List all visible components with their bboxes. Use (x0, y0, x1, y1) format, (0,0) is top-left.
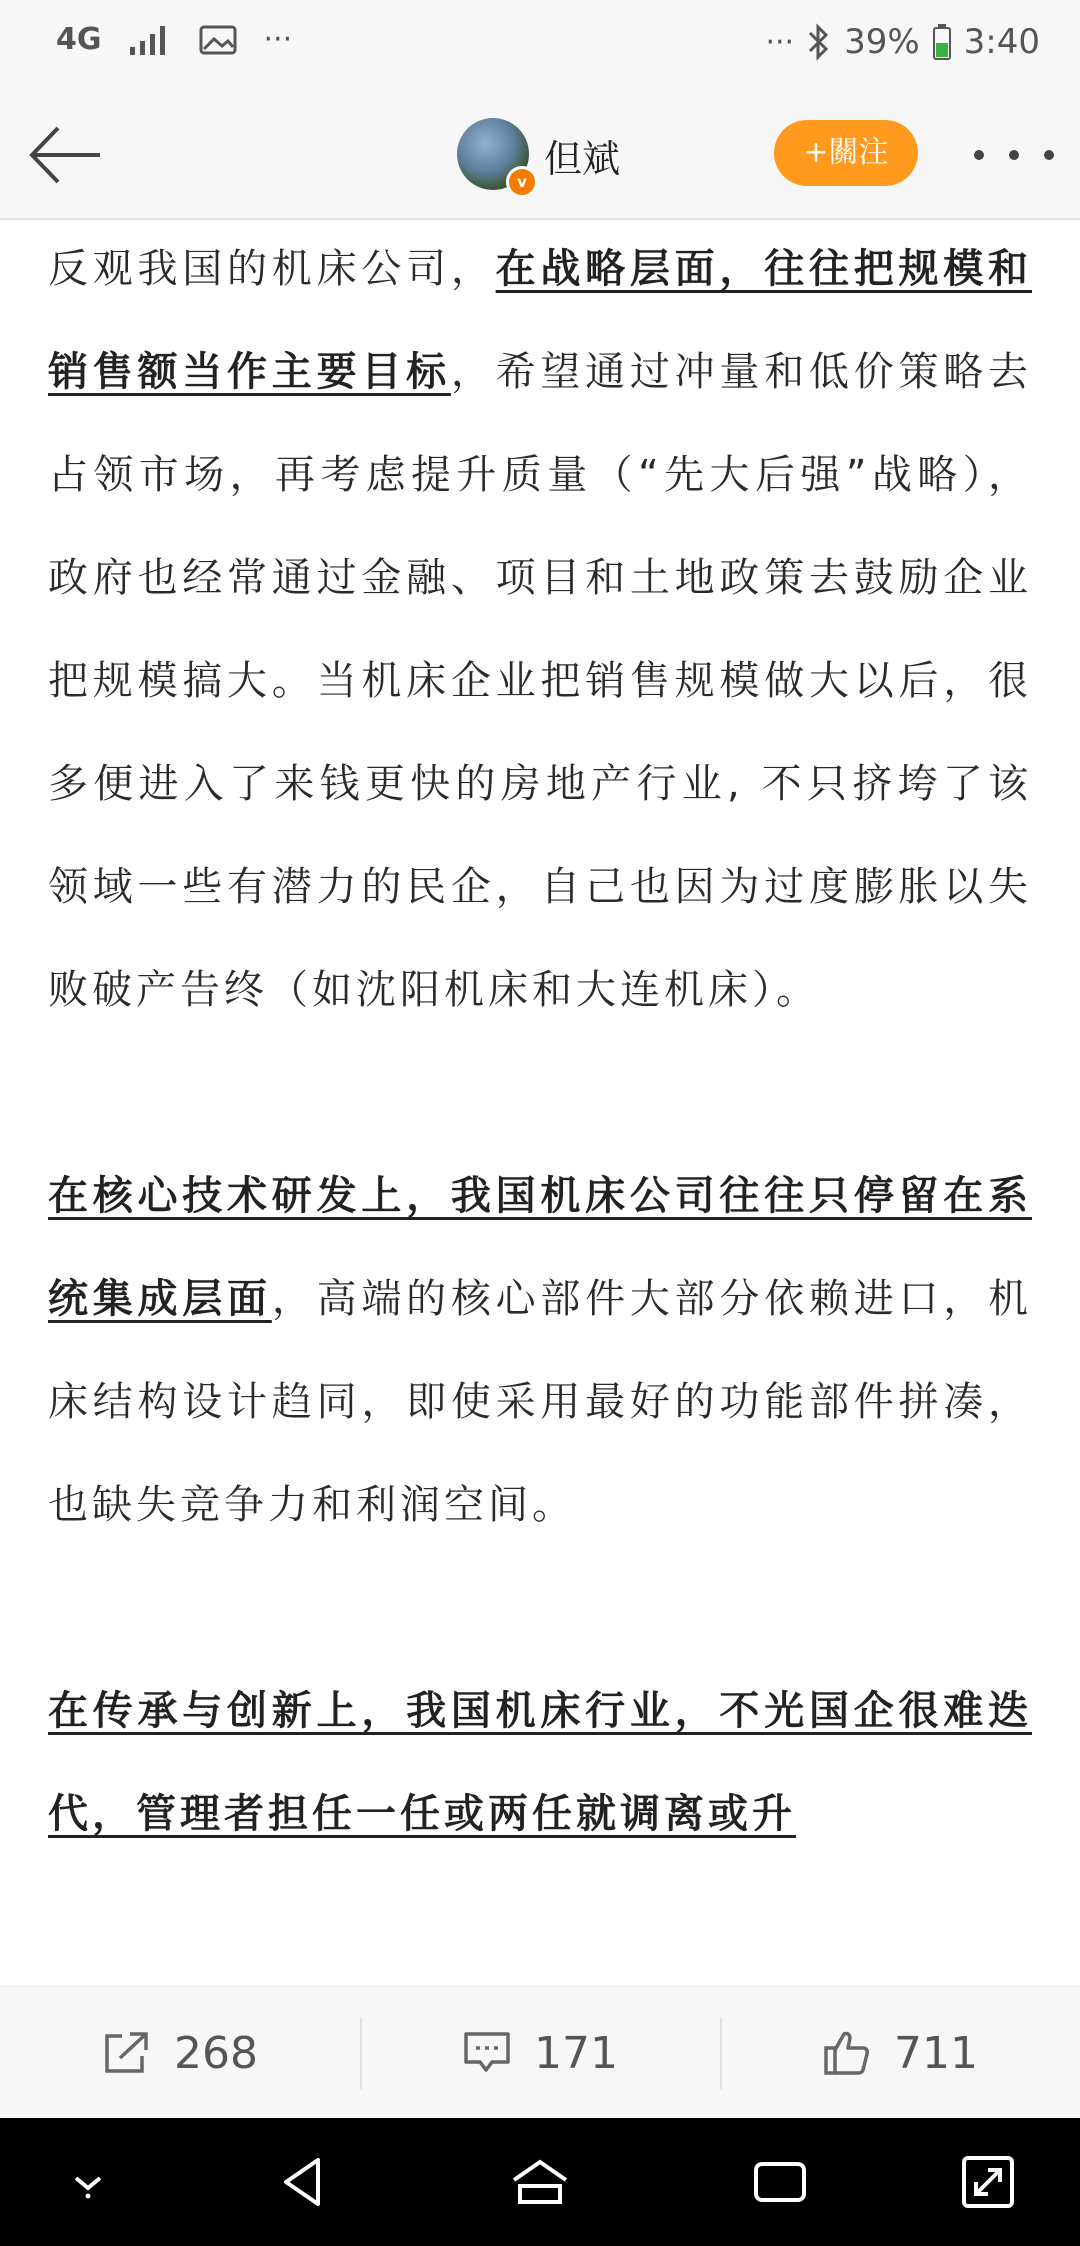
article-paragraph-3 (48, 1660, 1032, 1866)
comment-button[interactable] (360, 1987, 720, 2119)
emphasis-text: 在战略层面，往往把规模和销售额当作主要目标 (48, 246, 1032, 395)
verified-badge-icon: v (506, 166, 538, 198)
more-options-button[interactable] (974, 130, 1054, 180)
hide-nav-button[interactable] (58, 2152, 118, 2212)
paragraph-text: ，希望通过冲量和低价策略去占领市场，再考虑提升质量（“先大后强”战略），政府也经常通过金融、项目和土地政策去鼓励企业把规模搞大。当机床企业把销售规模做大以后，很多便进入了来钱更快的房地产行业, 不只挤垮了该领域一些有潜力的民企，自己也因为过度膨胀以失败破产告终（如沈阳机床和大连机床）。 (48, 349, 1032, 1013)
emphasis-text: 在传承与创新上，我国机床行业，不光国企很难迭代，管理者担任一任或两任就调离或升 (48, 1688, 1032, 1837)
like-count: 711 (894, 2027, 978, 2079)
username[interactable]: 但斌 (544, 137, 621, 181)
share-out-icon (102, 2030, 152, 2076)
triangle-back-icon (272, 2152, 332, 2212)
like-button[interactable] (720, 1987, 1080, 2119)
status-more: ··· (765, 24, 795, 60)
status-left (56, 22, 292, 57)
post-header (0, 90, 1080, 220)
more-notifications: ··· (263, 22, 293, 57)
article-body (48, 218, 1032, 1986)
article-paragraph-2 (48, 1145, 1032, 1557)
signal-icon (128, 23, 172, 57)
battery-icon (932, 23, 952, 61)
status-bar (0, 0, 1080, 90)
paragraph-text: 反观我国的机床公司， (48, 246, 496, 292)
nav-home-button[interactable] (510, 2152, 570, 2212)
more-dots-icon (974, 150, 984, 160)
back-arrow-icon (26, 120, 106, 190)
chevron-down-icon (58, 2152, 118, 2212)
back-button[interactable] (26, 120, 106, 190)
network-type: 4G (56, 22, 102, 57)
recents-icon (750, 2152, 810, 2212)
clock: 3:40 (963, 22, 1040, 62)
thumbs-up-icon (822, 2028, 872, 2078)
comment-icon (462, 2030, 512, 2076)
nav-expand-button[interactable] (958, 2152, 1018, 2212)
home-icon (510, 2152, 570, 2212)
image-notification-icon (198, 23, 238, 57)
repost-button[interactable] (0, 1987, 360, 2119)
system-nav-bar (0, 2118, 1080, 2246)
article-paragraph-1 (48, 218, 1032, 1042)
battery-percent: 39% (844, 22, 920, 62)
follow-button[interactable]: +關注 (774, 120, 918, 186)
expand-icon (958, 2152, 1018, 2212)
nav-back-button[interactable] (272, 2152, 332, 2212)
comment-count: 171 (534, 2027, 618, 2079)
status-right (765, 22, 1040, 62)
nav-recents-button[interactable] (750, 2152, 810, 2212)
bluetooth-icon (806, 23, 832, 61)
emphasis-text: 在核心技术研发上，我国机床公司往往只停留在系统集成层面 (48, 1173, 1032, 1322)
repost-count: 268 (174, 2027, 258, 2079)
post-action-bar (0, 1986, 1080, 2119)
paragraph-text: ，高端的核心部件大部分依赖进口，机床结构设计趋同，即使采用最好的功能部件拼凑，也缺失竞争力和利润空间。 (48, 1276, 1032, 1528)
